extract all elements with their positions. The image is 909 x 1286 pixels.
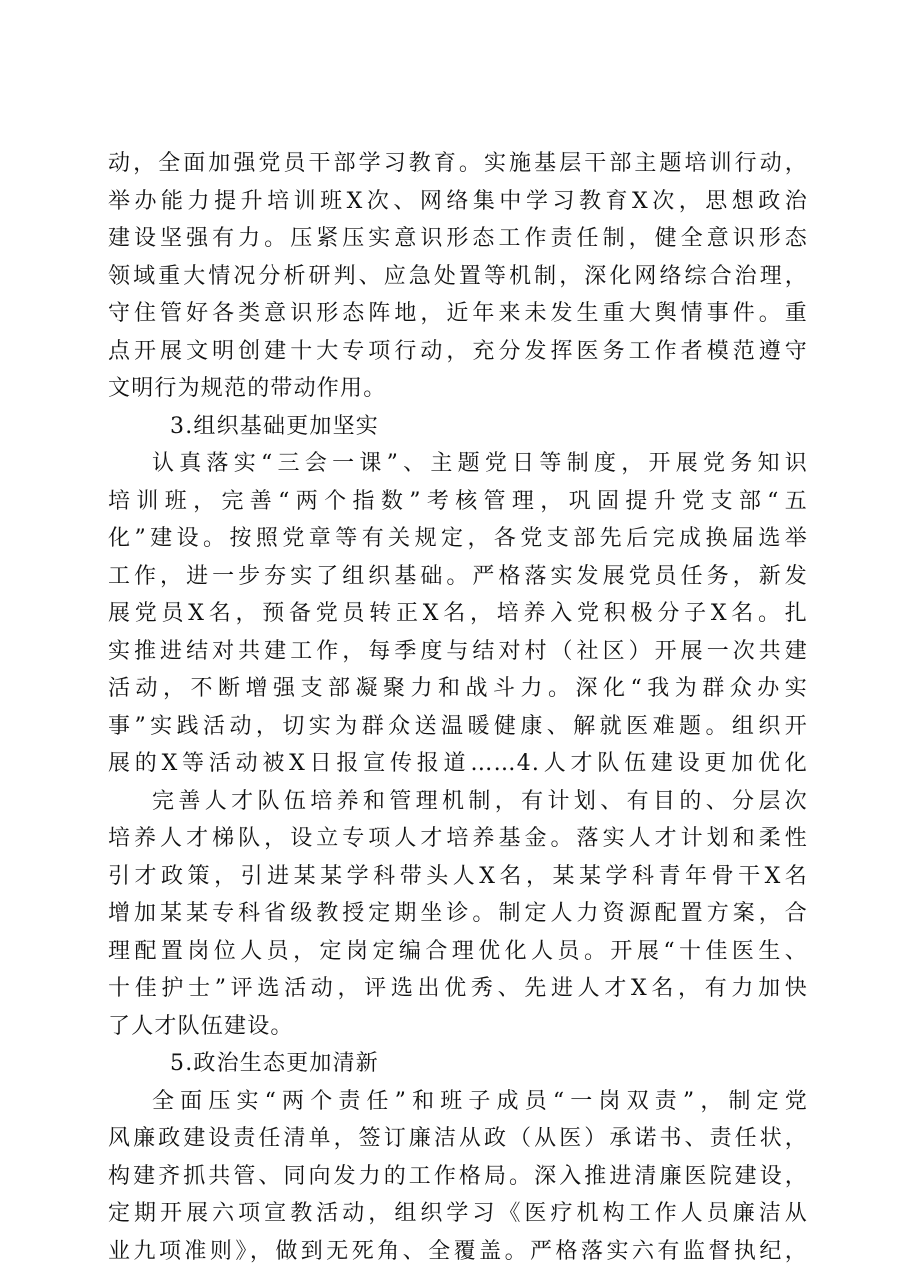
text-line: 动，全面加强党员干部学习教育。实施基层干部主题培训行动， (108, 151, 808, 176)
text-line: 培养人才梯队，设立专项人才培养基金。落实人才计划和柔性 (108, 826, 808, 851)
text-line: 定期开展六项宣教活动，组织学习《医疗机构工作人员廉洁从 (108, 1201, 808, 1226)
text-line: 领域重大情况分析研判、应急处置等机制，深化网络综合治理， (108, 263, 808, 289)
text-line: 点开展文明创建十大专项行动，充分发挥医务工作者模范遵守 (108, 338, 808, 364)
text-line: 实推进结对共建工作，每季度与结对村（社区）开展一次共建 (108, 638, 808, 664)
body-text (108, 145, 808, 1270)
text-line: 展党员X名，预备党员转正X名，培养入党积极分子X名。扎 (108, 601, 808, 626)
text-line: 风廉政建设责任清单，签订廉洁从政（从医）承诺书、责任状， (108, 1126, 808, 1151)
text-line: 认真落实“三会一课”、主题党日等制度，开展党务知识 (152, 451, 808, 476)
text-line: 化”建设。按照党章等有关规定，各党支部先后完成换届选举 (108, 526, 808, 551)
text-line: 培训班，完善“两个指数”考核管理，巩固提升党支部“五 (108, 488, 808, 514)
text-line: 全面压实“两个责任”和班子成员“一岗双责”，制定党 (152, 1088, 808, 1114)
section-heading: 5.政治生态更加清新 (170, 1051, 379, 1076)
text-line: 事”实践活动，切实为群众送温暖健康、解就医难题。组织开 (108, 713, 808, 739)
text-line: 增加某某专科省级教授定期坐诊。制定人力资源配置方案，合 (108, 901, 808, 926)
section-heading: 3.组织基础更加坚实 (170, 413, 379, 439)
text-line: 活动，不断增强支部凝聚力和战斗力。深化“我为群众办实 (108, 676, 808, 701)
text-line: 引才政策，引进某某学科带头人X名，某某学科青年骨干X名 (108, 863, 808, 889)
text-line: 了人才队伍建设。 (108, 1013, 294, 1039)
text-line: 十佳护士”评选活动，评选出优秀、先进人才X名，有力加快 (108, 976, 808, 1001)
text-line: 理配置岗位人员，定岗定编合理优化人员。开展“十佳医生、 (108, 938, 808, 964)
text-line: 建设坚强有力。压紧压实意识形态工作责任制，健全意识形态 (108, 226, 808, 251)
text-line: 守住管好各类意识形态阵地，近年来未发生重大舆情事件。重 (108, 301, 808, 326)
text-line: 工作，进一步夯实了组织基础。严格落实发展党员任务，新发 (108, 563, 808, 589)
text-line: 文明行为规范的带动作用。 (108, 376, 387, 401)
text-line: 展的X等活动被X日报宣传报道……4.人才队伍建设更加优化 (108, 751, 808, 776)
text-line: 举办能力提升培训班X次、网络集中学习教育X次，思想政治 (108, 188, 808, 214)
text-line: 构建齐抓共管、同向发力的工作格局。深入推进清廉医院建设， (108, 1163, 808, 1189)
text-line: 业九项准则》，做到无死角、全覆盖。严格落实六有监督执纪， (108, 1238, 808, 1264)
text-line: 完善人才队伍培养和管理机制，有计划、有目的、分层次 (152, 788, 808, 814)
